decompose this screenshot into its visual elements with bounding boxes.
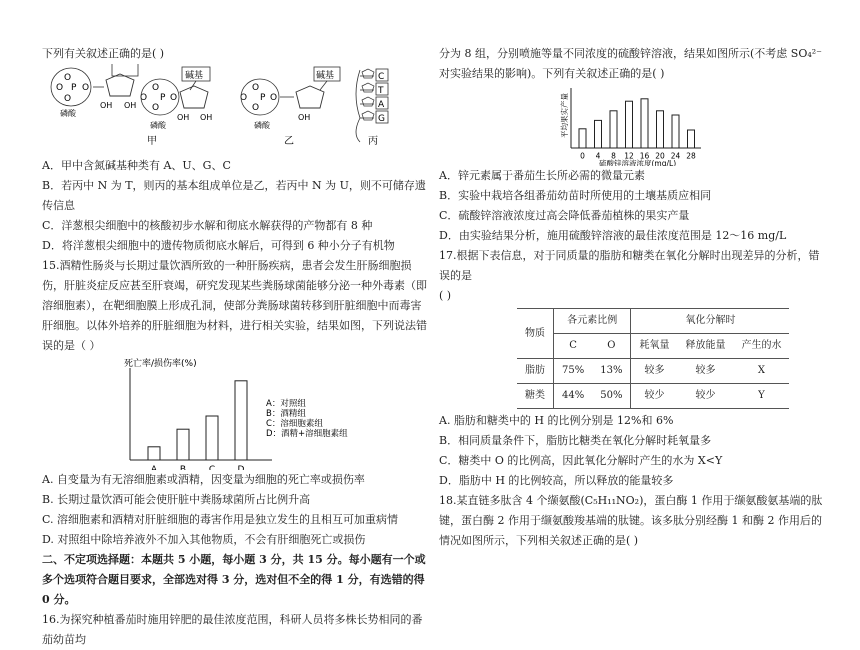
svg-text:O: O [64,73,72,83]
table-row: 糖类 44% 50% 较少 较少 Y [517,384,789,409]
chart1-bar-C [206,416,218,460]
chart2-tick-label: 8 [611,151,616,161]
caption-bing: 丙 [368,136,378,147]
chart1-legend-b: B：酒精组 [266,409,306,419]
svg-text:O: O [140,93,148,103]
chart1-legend-a: A：对照组 [266,399,306,409]
th-o: O [592,334,631,359]
svg-text:P: P [71,83,77,93]
section2-title: 二、不定项选择题：本题共 5 小题，每小题 3 分，共 15 分。每小题有一个或多个选项符合题目要求，全部选对得 3 分，选对但不全的得 1 分，有选错的得 0 分。 [42,553,426,606]
q14-option-c: C．洋葱根尖细胞中的核酸初步水解和彻底水解获得的产物都有 8 种 [42,219,373,232]
q17-option-a: A. 脂肪和糖类中的 H 的比例分别是 12%和 6% [439,414,674,427]
q16-option-d: D．由实验结果分析，施用硫酸锌溶液的最佳浓度范围是 12～16 mg/L [439,229,787,242]
svg-text:O: O [170,93,178,103]
svg-text:A: A [378,100,385,110]
chart2-tick-label: 16 [639,151,650,161]
q17-stem: 17.根据下表信息，对于同质量的脂肪和糖类在氧化分解时出现差异的分析，错误的是 [439,249,820,282]
svg-text:O: O [82,83,90,93]
left-column [42,44,427,650]
chart1-tick-label: D [237,465,245,470]
q14-option-a: A．甲中含氮碱基种类有 A、U、G、C [42,159,231,172]
chart1-legend-d: D：酒精+溶细胞素组 [266,429,348,439]
th-energy: 释放能量 [677,334,733,359]
q15-bar-chart [42,356,427,470]
q17-paren: ( ) [439,289,452,302]
caption-jia: 甲 [147,136,157,147]
q17-table [517,308,789,409]
chart2-bar-8 [610,111,617,148]
th-ratio: 各元素比例 [554,309,631,334]
svg-text:G: G [378,114,385,124]
nucleotide-diagram [42,64,427,156]
svg-text:磷酸: 磷酸 [254,121,270,130]
chart1-bar-D [235,381,247,460]
svg-text:磷酸: 磷酸 [150,121,166,130]
q16-stem: 16.为探究种植番茄时施用锌肥的最佳浓度范围，科研人员将多株长势相同的番茄幼苗均 [42,613,423,646]
q16-option-c: C．硫酸锌溶液浓度过高会降低番茄植株的果实产量 [439,209,690,222]
chart2-tick-label: 12 [624,151,634,161]
svg-text:C: C [378,72,385,82]
q16-bar-chart [439,84,824,166]
th-substance: 物质 [517,309,554,359]
svg-text:O: O [252,83,260,93]
svg-text:O: O [240,93,248,103]
svg-text:P: P [260,93,266,103]
th-oxidation: 氧化分解时 [631,309,790,334]
q14-option-b: B．若丙中 N 为 T，则丙的基本组成单位是乙，若丙中 N 为 U，则不可储存遗传信息 [42,179,426,212]
nucleotide-chain-bing [356,69,388,147]
chart2-bar-0 [579,129,586,148]
q14-option-d: D．将洋葱根尖细胞中的遗传物质彻底水解后，可得到 6 种小分子有机物 [42,239,395,252]
chart2-tick-label: 20 [655,151,665,161]
q17-option-b: B．相同质量条件下，脂肪比糖类在氧化分解时耗氧量多 [439,434,712,447]
svg-text:磷酸: 磷酸 [60,109,76,118]
q14-stem: 下列有关叙述正确的是( ) [42,47,165,60]
table-row: 脂肪 75% 13% 较多 较多 X [517,359,789,384]
q15-stem: 15.酒精性肠炎与长期过量饮酒所致的一种肝肠疾病，患者会发生肝肠细胞损伤，肝脏炎症反应甚至肝衰竭，研究发现某些粪肠球菌能够分泌一种外毒素（即溶细胞素），在靶细胞膜上形成孔洞，使部分粪肠球菌转移到肝脏细胞中而毒害肝细胞。以体外培养的肝脏细胞为材料，进行相关实验，结果如图，下列说法错误的是（ ） [42,259,427,352]
svg-text:碱基: 碱基 [316,71,335,81]
svg-text:O: O [152,103,160,113]
svg-text:O: O [152,83,160,93]
chart2-bar-24 [672,115,679,148]
th-o2: 耗氧量 [631,334,678,359]
q15-chart [42,356,427,470]
caption-yi: 乙 [284,136,294,147]
svg-text:OH: OH [124,101,137,110]
chart2-bar-4 [595,120,602,148]
chart2-bar-12 [626,101,633,148]
chart2-tick-label: 4 [595,151,601,161]
q17-option-c: C．糖类中 O 的比例高，因此氧化分解时产生的水为 X<Y [439,454,723,467]
chart2-xlabel: 硫酸锌溶液浓度(mg/L) [599,159,677,166]
svg-text:OH: OH [200,113,213,122]
chart2-bar-20 [657,111,664,148]
th-water: 产生的水 [733,334,789,359]
svg-text:O: O [252,103,260,113]
chart2-bar-16 [641,99,648,148]
q15-option-a: A. 自变量为有无溶细胞素或酒精，因变量为细胞的死亡率或损伤率 [42,473,365,486]
chart2-tick-label: 28 [686,151,696,161]
nucleotide-yi-2 [240,67,340,147]
right-column [439,44,824,551]
chart1-bar-B [177,429,189,460]
chart1-tick-label: A [150,465,158,470]
th-c: C [554,334,593,359]
q16-option-b: B．实验中栽培各组番茄幼苗时所使用的土壤基质应相同 [439,189,712,202]
q15-option-b: B. 长期过量饮酒可能会使肝脏中粪肠球菌所占比例升高 [42,493,311,506]
svg-text:OH: OH [298,113,311,122]
q16-stem-cont: 分为 8 组，分别喷施等量不同浓度的硫酸锌溶液，结果如图所示(不考虑 SO₄²⁻对实验结果的影响)。下列有关叙述正确的是( ) [439,47,822,80]
nucleotide-jia [51,64,160,147]
svg-text:O: O [270,93,278,103]
svg-text:碱基: 碱基 [185,71,204,81]
svg-text:O: O [56,83,64,93]
svg-text:O: O [64,94,72,104]
chart1-title: 死亡率/损伤率(%) [124,359,197,369]
q17-option-d: D．脂肪中 H 的比例较高，所以释放的能量较多 [439,474,674,487]
q16-chart [439,84,824,166]
chart2-ylabel: 平均果实产量 [560,93,569,138]
chart1-tick-label: C [208,465,216,470]
nucleotide-figure [42,64,427,156]
chart2-tick-label: 24 [670,151,681,161]
q15-option-c: C. 溶细胞素和酒精对肝脏细胞的毒害作用是独立发生的且相互可加重病情 [42,513,399,526]
q16-option-a: A．锌元素属于番茄生长所必需的微量元素 [439,169,645,182]
q15-option-d: D. 对照组中除培养液外不加入其他物质，不会有肝细胞死亡或损伤 [42,533,366,546]
chart1-bar-A [148,447,160,460]
chart1-tick-label: B [179,465,187,470]
chart1-legend-c: C：溶细胞素组 [266,419,323,429]
svg-text:OH: OH [177,113,190,122]
nucleotide-yi [140,67,212,130]
svg-text:P: P [160,93,166,103]
svg-text:T: T [378,86,384,96]
chart2-tick-label: 0 [580,151,585,161]
q18-stem: 18.某直链多肽含 4 个缬氨酸(C₅H₁₁NO₂)，蛋白酶 1 作用于缬氨酸氨基端的肽键，蛋白酶 2 作用于缬氨酸羧基端的肽键。该多肽分别经酶 1 和酶 2 作用后的情况如图所示，下列相关叙述正确的是( ) [439,494,823,547]
svg-text:OH: OH [100,101,113,110]
chart2-bar-28 [688,130,695,148]
